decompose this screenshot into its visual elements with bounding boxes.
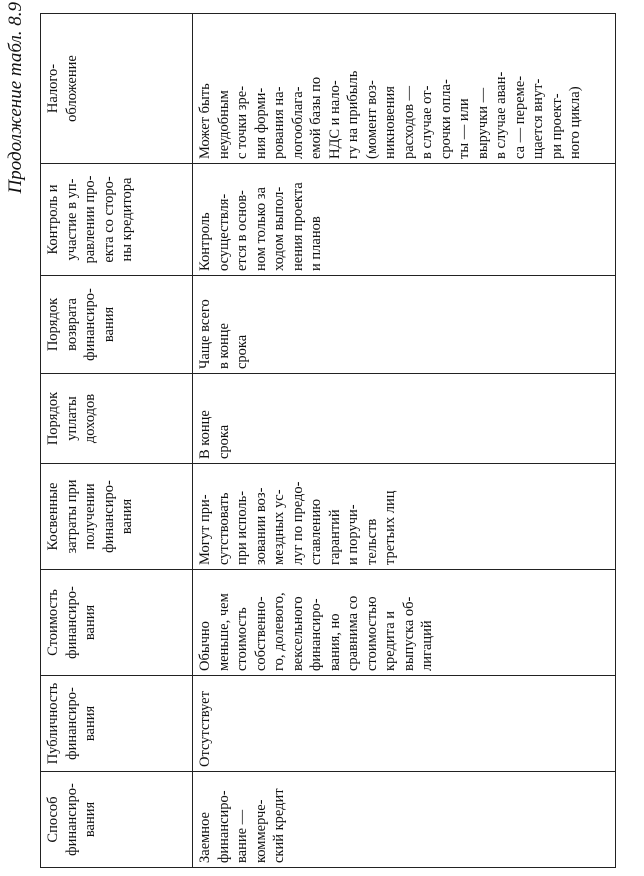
cell-financing-method: Заемное финансиро- вание — коммерче- ский кредит <box>193 772 616 868</box>
cell-income-payment: В конце срока <box>193 374 616 464</box>
table-row <box>193 14 616 868</box>
cell-taxation: Может быть неудобным с точки зре- ния форми- рования на- логооблага- емой базы по НДС и нало- гу на прибыль (момент воз- никновения расходов — в случае от- срочки опла- ты — или выручки — в случае аван- са — переме- щается внут- ри проект- ного цикла) <box>193 14 616 164</box>
header-row <box>41 14 193 868</box>
table-caption: Продолжение табл. 8.9 <box>5 2 26 194</box>
header-financing-method: Способ финансиро- вания <box>41 772 193 868</box>
financing-table <box>40 13 616 868</box>
cell-repayment: Чаще всего в конце срока <box>193 276 616 374</box>
header-income-payment: Порядок уплаты доходов <box>41 374 193 464</box>
cell-control: Контроль осуществля- ется в основ- ном только за ходом выпол- нения проекта и планов <box>193 164 616 276</box>
header-taxation: Налого- обложение <box>41 14 193 164</box>
cell-cost: Обычно меньше, чем стоимость собственно- го, долевого, вексельного финансиро- вания, но сравнима со стоимостью кредита и выпуска об- лигаций <box>193 570 616 676</box>
header-publicity: Публичность финансиро- вания <box>41 676 193 772</box>
cell-publicity: Отсутствует <box>193 676 616 772</box>
header-control: Контроль и участие в уп- равлении про- екта со сторо- ны кредитора <box>41 164 193 276</box>
cell-indirect-costs: Могут при- сутствовать при исполь- зовании воз- мездных ус- луг по предо- ставлению гарантий и поручи- тельств третьих лиц <box>193 464 616 570</box>
table-header <box>41 14 193 868</box>
header-cost: Стоимость финансиро- вания <box>41 570 193 676</box>
header-repayment: Порядок возврата финансиро- вания <box>41 276 193 374</box>
header-indirect-costs: Косвенные затраты при получении финансиро- вания <box>41 464 193 570</box>
